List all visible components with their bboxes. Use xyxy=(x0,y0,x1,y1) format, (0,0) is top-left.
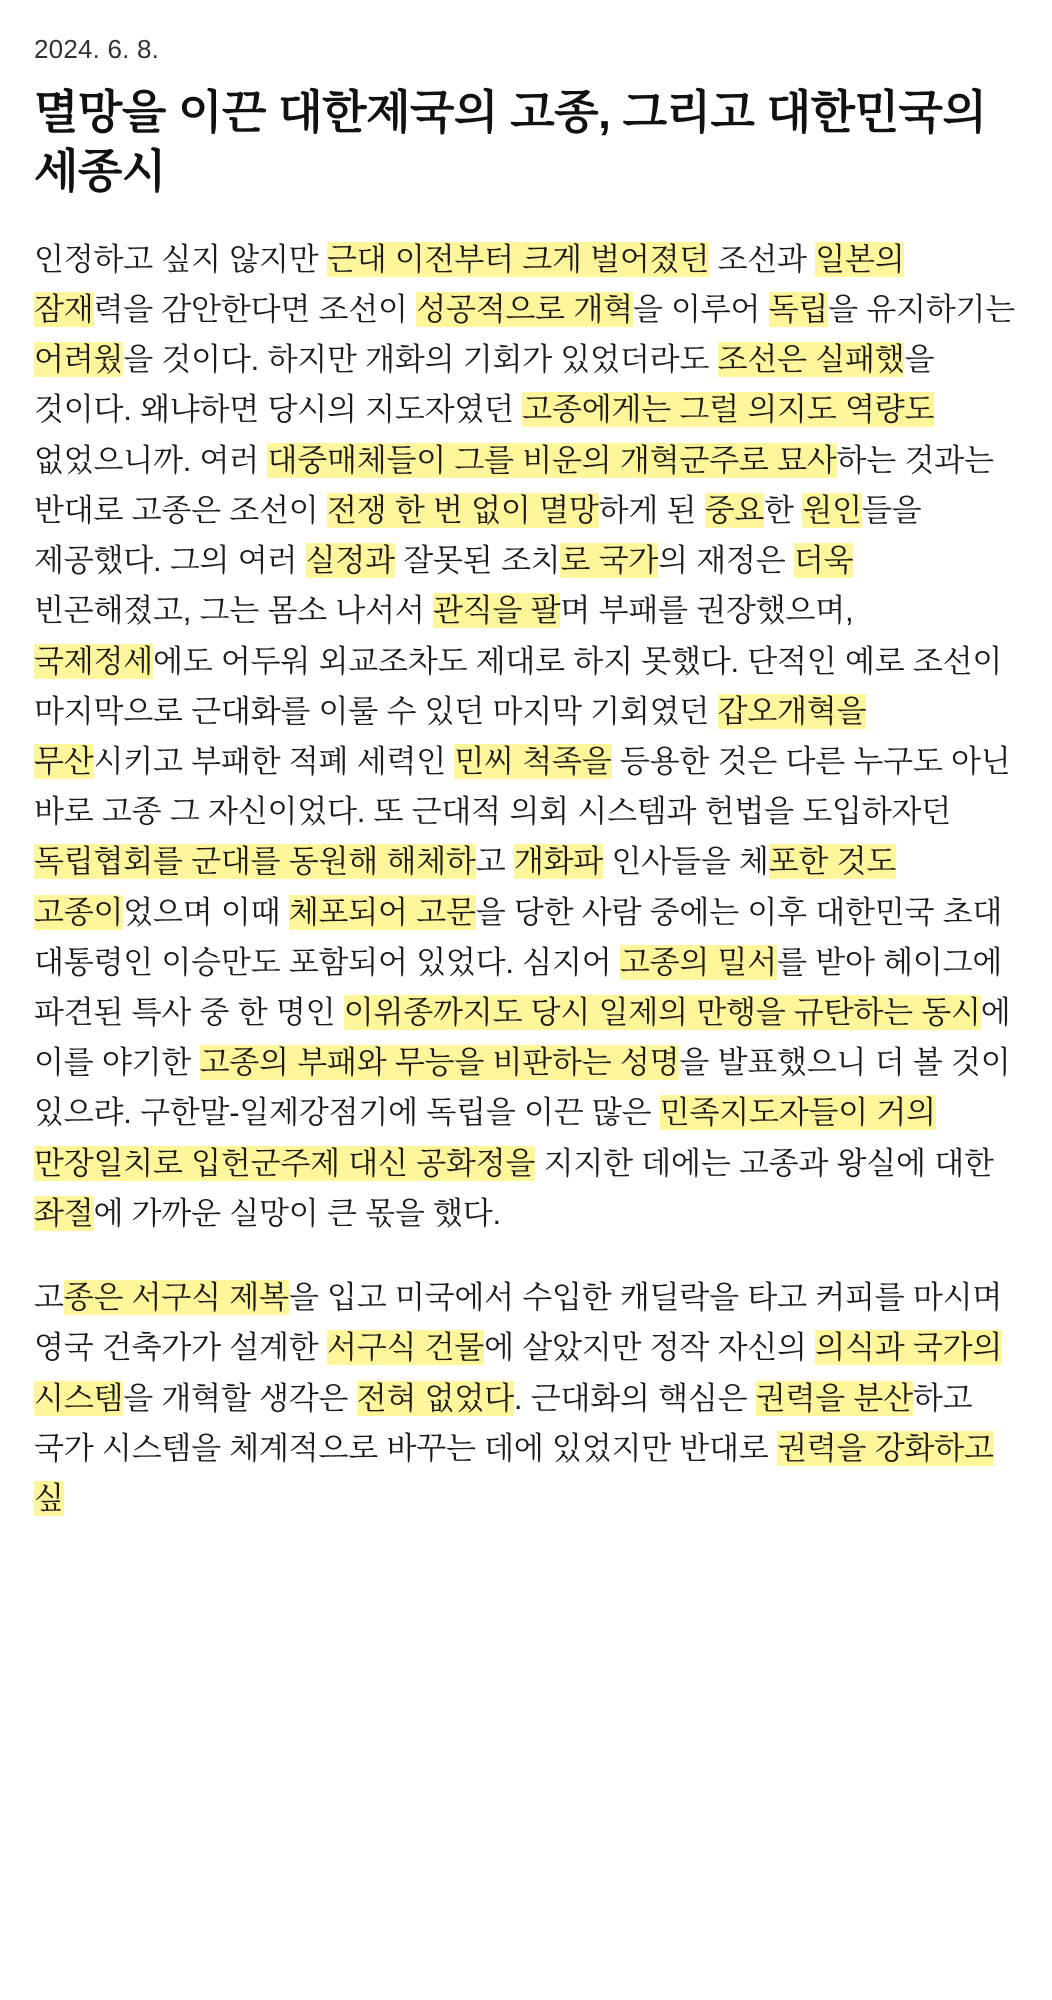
highlighted-text: 서구식 제복 xyxy=(131,1280,289,1316)
highlighted-text: 국제정세 xyxy=(34,643,153,679)
highlighted-text: 체포되어 고문 xyxy=(288,894,476,930)
highlighted-text: 포한 것도 고종이 xyxy=(34,844,897,930)
article-paragraph: 고종은 서구식 제복을 입고 미국에서 수입한 캐딜락을 타고 커피를 마시며 영국 건축가가 설계한 서구식 건물에 살았지만 정작 자신의 의식과 국가의 시스템을 개혁할 생각은 전혀 없었다. 근대화의 핵심은 권력을 분산하고 국가 시스템을 체계적으로 바꾸는 데에 있었지만 반대로 권력을 강화하고 싶 xyxy=(34,1280,1003,1516)
highlighted-text: 관직을 팔 xyxy=(433,593,561,629)
highlighted-text: 조선은 실패했 xyxy=(717,342,905,378)
highlighted-text: 독립협회를 군대를 동원해 해체하 xyxy=(34,844,476,880)
highlighted-text: 갑오개혁을 무산 xyxy=(34,693,867,779)
highlighted-text: 고종에게는 그럴 의지도 역량도 xyxy=(522,392,935,428)
highlighted-text: 근대 이전부터 크게 벌어졌던 xyxy=(326,241,710,277)
article-body xyxy=(34,235,1018,1524)
highlighted-text: 좌절 xyxy=(34,1195,94,1231)
highlighted-text: 더욱 xyxy=(793,543,854,579)
highlighted-text: 전혀 없었다 xyxy=(356,1380,514,1416)
highlighted-text: 민씨 척족을 xyxy=(454,743,612,779)
highlighted-text: 개화파 xyxy=(513,844,604,880)
highlighted-text: 고종의 부패와 무능을 비판하는 성명 xyxy=(199,1045,680,1081)
highlighted-text: 이위종까지도 당시 일제의 만행을 규탄하는 동시 xyxy=(343,995,981,1031)
highlighted-text: 일본의 잠재 xyxy=(34,241,905,327)
highlighted-text: 전쟁 한 번 없이 멸망 xyxy=(326,492,599,528)
page-title: 멸망을 이끈 대한제국의 고종, 그리고 대한민국의 세종시 xyxy=(34,86,987,197)
highlighted-text: 서구식 건물 xyxy=(326,1330,485,1366)
highlighted-text: 권력을 강화하고 싶 xyxy=(34,1430,994,1516)
highlighted-text: 독립 xyxy=(768,291,829,327)
highlighted-text: 어려웠 xyxy=(34,342,124,378)
highlighted-text: 로 국가 xyxy=(560,543,659,579)
highlighted-text: 중요 xyxy=(704,492,765,528)
highlighted-text: 고종의 밀서 xyxy=(619,944,778,980)
highlighted-text: 의식과 국가의 시스템 xyxy=(34,1330,1003,1416)
highlighted-text: 성공적으로 개혁 xyxy=(416,291,633,327)
highlighted-text: 민족지도자들이 거의 만장일치로 입헌군주제 대신 공화정을 xyxy=(34,1095,936,1181)
article-paragraph: 인정하고 싶지 않지만 근대 이전부터 크게 벌어졌던 조선과 일본의 잠재력을 감안한다면 조선이 성공적으로 개혁을 이루어 독립을 유지하기는 어려웠을 것이다. 하지만 개화의 기회가 있었더라도 조선은 실패했을 것이다. 왜냐하면 당시의 지도자였던 고종에게는 그럴 의지도 역량도 없었으니까. 여러 대중매체들이 그를 비운의 개혁군주로 묘사하는 것과는 반대로 고종은 조선이 전쟁 한 번 없이 멸망하게 된 중요한 원인들을 제공했다. 그의 여러 실정과 잘못된 조치로 국가의 재정은 더욱 빈곤해졌고, 그는 몸소 나서서 관직을 팔며 부패를 권장했으며, 국제정세에도 어두워 외교조차도 제대로 하지 못했다. 단적인 예로 조선이 마지막으로 근대화를 이룰 수 있던 마지막 기회였던 갑오개혁을 무산시키고 부패한 적폐 세력인 민씨 척족을 등용한 것은 다른 누구도 아닌 바로 고종 그 자신이었다. 또 근대적 의회 시스템과 헌법을 도입하자던 독립협회를 군대를 동원해 해체하고 개화파 인사들을 체포한 것도 고종이었으며 이때 체포되어 고문을 당한 사람 중에는 이후 대한민국 초대 대통령인 이승만도 포함되어 있었다. 심지어 고종의 밀서를 받아 헤이그에 파견된 특사 중 한 명인 이위종까지도 당시 일제의 만행을 규탄하는 동시에 이를 야기한 고종의 부패와 무능을 비판하는 성명을 발표했으니 더 볼 것이 있으랴. 구한말-일제강점기에 독립을 이끈 많은 민족지도자들이 거의 만장일치로 입헌군주제 대신 공화정을 지지한 데에는 고종과 왕실에 대한 좌절에 가까운 실망이 큰 몫을 했다. xyxy=(34,241,1016,1231)
highlighted-text: 권력을 분산 xyxy=(755,1380,913,1416)
highlighted-text: 대중매체들이 그를 비운의 개혁군주로 묘사 xyxy=(267,442,837,478)
article-date: 2024. 6. 8. xyxy=(34,34,160,64)
highlighted-text: 원인 xyxy=(802,492,862,528)
highlighted-text: 실정과 xyxy=(305,543,395,579)
highlighted-text: 종은 xyxy=(63,1280,132,1316)
